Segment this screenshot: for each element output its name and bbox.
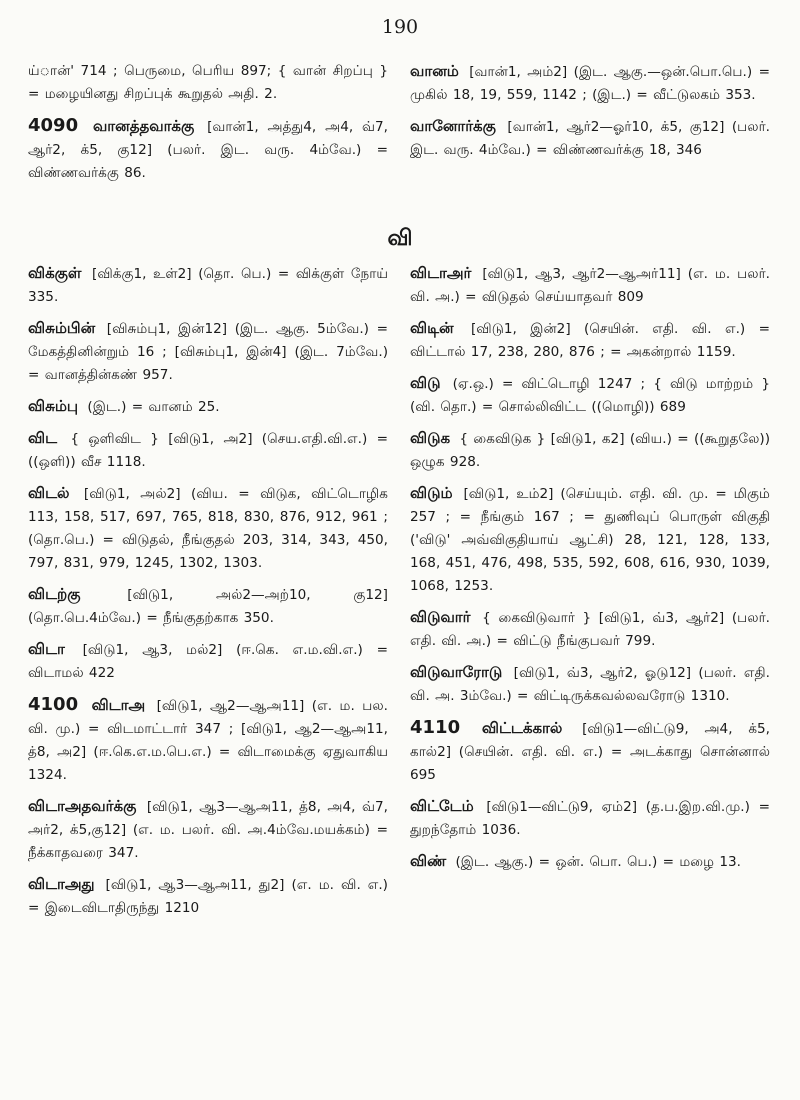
entry-number: 4100 bbox=[28, 694, 79, 715]
headword: விண் bbox=[410, 852, 447, 870]
entry bbox=[410, 850, 770, 874]
entry-text: { கைவிடுக } [விடு1, க2] (விய.) = ((கூறுதலே)) ஒழுக 928. bbox=[410, 431, 770, 470]
headword: விடின் bbox=[410, 319, 454, 337]
entry-text: [விடு1, ஆ2—ஆஅ11] (எ. ம. பல. வி. மு.) = விடமாட்டார் 347 ; [விடு1, ஆ2—ஆஅ11, த்8, அ2] (ஈ.கெ.எ.ம.பெ.எ.) = விடாமைக்கு ஏதுவாகிய 1324. bbox=[28, 698, 389, 783]
entry bbox=[28, 395, 388, 419]
headword: விக்குள் bbox=[28, 264, 82, 282]
headword: விடாஅதவர்க்கு bbox=[28, 797, 137, 815]
entry bbox=[410, 482, 770, 598]
section-title: வி bbox=[387, 226, 413, 251]
entry bbox=[28, 114, 388, 185]
entry bbox=[410, 661, 770, 708]
headword: விடா bbox=[28, 640, 65, 658]
entry-text: [விடு1—விட்டு9, ஏம்2] (த.ப.இற.வி.மு.) = துறந்தோம் 1036. bbox=[410, 799, 770, 838]
headword: விட bbox=[28, 429, 58, 447]
entry bbox=[28, 317, 388, 387]
entry bbox=[28, 795, 388, 865]
entry-text: ய்ான்' 714 ; பெருமை, பெரிய 897; { வான் சிறப்பு } = மழையினது சிறப்புக் கூறுதல் அதி. 2. bbox=[28, 63, 388, 102]
entry-text: [விடு1, உம்2] (செய்யும். எதி. வி. மு. = மிகும் 257 ; = நீங்கும் 167 ; = துணிவுப் பொருள் விகுதி ('விடு' அவ்விகுதியாய் ஆட்சி) 28, 121, 128, 133, 168, 451, 476, 498, 535, 592, 608, 616, 930, 1039, 1068, 1253. bbox=[410, 486, 770, 594]
top-left-column bbox=[28, 60, 388, 193]
entry-text: [விசும்பு1, இன்12] (இட. ஆகு. 5ம்வே.) = மேகத்தினின்றும் 16 ; [விசும்பு1, இன்4] (இட. 7ம்வே.) = வானத்தின்கண் 957. bbox=[28, 321, 388, 383]
entry bbox=[410, 262, 770, 309]
entry-text: (இட.) = வானம் 25. bbox=[87, 399, 220, 415]
entry-text: [விடு1, ஆ3, ஆர்2—ஆஅர்11] (எ. ம. பலர். வி. அ.) = விடுதல் செய்யாதவர் 809 bbox=[410, 266, 770, 305]
entry bbox=[28, 693, 388, 787]
entry-text: { கைவிடுவார் } [விடு1, வ்3, ஆர்2] (பலர். எதி. வி. அ.) = விட்டு நீங்குபவர் 799. bbox=[410, 610, 770, 649]
entry-text: [விடு1—விட்டு9, அ4, க்5, கால்2] (செயின். எதி. வி. எ.) = அடக்காது சொன்னால் 695 bbox=[410, 721, 770, 783]
entry bbox=[410, 795, 770, 842]
entry bbox=[410, 372, 770, 419]
entry bbox=[410, 427, 770, 474]
entry bbox=[28, 482, 388, 575]
headword: விடு bbox=[410, 374, 441, 392]
entry bbox=[28, 262, 388, 309]
entry-text: [வான்1, ஆர்2—ஓர்10, க்5, கு12] (பலர். இட. வரு. 4ம்வே.) = விண்ணவர்க்கு 18, 346 bbox=[410, 119, 770, 158]
headword: விடுவார் bbox=[410, 608, 471, 626]
entry bbox=[28, 583, 388, 630]
entry-text: [விடு1, ஆ3—ஆஅ11, த்8, அ4, வ்7, அர்2, க்5,கு12] (எ. ம. பலர். வி. அ.4ம்வே.மயக்கம்) = நீக்காதவரை 347. bbox=[28, 799, 388, 861]
entry bbox=[410, 317, 770, 364]
headword: விடாஅர் bbox=[410, 264, 472, 282]
entry bbox=[28, 427, 388, 474]
entry bbox=[410, 716, 770, 787]
entry-number: 4110 bbox=[410, 717, 461, 738]
entry-text: (இட. ஆகு.) = ஒன். பொ. பெ.) = மழை 13. bbox=[455, 854, 742, 870]
page-number: 190 bbox=[381, 16, 419, 38]
headword: விடுவாரோடு bbox=[410, 663, 503, 681]
entry-text: [விடு1, வ்3, ஆர்2, ஓடு12] (பலர். எதி. வி. அ. 3ம்வே.) = விட்டிருக்கவல்லவரோடு 1310. bbox=[410, 665, 770, 704]
headword: விடற்கு bbox=[28, 585, 81, 603]
headword: விட்டேம் bbox=[410, 797, 474, 815]
bottom-left-column bbox=[28, 262, 388, 928]
entry bbox=[28, 873, 388, 920]
entry-text: [விடு1, அல்2—அற்10, கு12] (தொ.பெ.4ம்வே.) = நீங்குதற்காக 350. bbox=[28, 587, 388, 626]
entry-text: [விக்கு1, உள்2] (தொ. பெ.) = விக்குள் நோய் 335. bbox=[28, 266, 388, 305]
entry-text: [வான்1, அம்2] (இட. ஆகு.—ஒன்.பொ.பெ.) = முகில் 18, 19, 559, 1142 ; (இட.) = வீட்டுலகம் 353. bbox=[410, 64, 770, 103]
headword: விசும்பு bbox=[28, 397, 79, 415]
headword: வானத்தவாக்கு bbox=[92, 117, 195, 135]
top-right-column bbox=[410, 60, 770, 170]
headword: விட்டக்கால் bbox=[481, 719, 563, 737]
entry-text: [வான்1, அத்து4, அ4, வ்7, ஆர்2, க்5, கு12] (பலர். இட. வரு. 4ம்வே.) = விண்ணவர்க்கு 86. bbox=[28, 119, 388, 181]
entry-text: { ஒளிவிட } [விடு1, அ2] (செய.எதி.வி.எ.) = ((ஒளி)) வீச 1118. bbox=[28, 431, 388, 470]
headword: விடுக bbox=[410, 429, 451, 447]
entry-text: [விடு1, இன்2] (செயின். எதி. வி. எ.) = விட்டால் 17, 238, 280, 876 ; = அகன்றால் 1159. bbox=[410, 321, 771, 360]
entry-text: (ஏ.ஒ.) = விட்டொழி 1247 ; { விடு மாற்றம் } (வி. தொ.) = சொல்லிவிட்ட ((மொழி)) 689 bbox=[410, 376, 770, 415]
entry bbox=[28, 638, 388, 685]
entry bbox=[410, 606, 770, 653]
entry bbox=[28, 60, 388, 106]
entry-text: [விடு1, ஆ3—ஆஅ11, து2] (எ. ம. வி. எ.) = இடைவிடாதிருந்து 1210 bbox=[28, 877, 388, 916]
entry bbox=[410, 115, 770, 162]
headword: வானம் bbox=[410, 62, 459, 80]
entry bbox=[410, 60, 770, 107]
headword: வானோர்க்கு bbox=[410, 117, 496, 135]
bottom-right-column bbox=[410, 262, 770, 882]
entry-text: [விடு1, அல்2] (விய. = விடுக, விட்டொழிக 113, 158, 517, 697, 765, 818, 830, 876, 912, 961 ; (தொ.பெ.) = விடுதல், நீங்குதல் 203, 314, 343, 450, 797, 831, 979, 1245, 1302, 1303. bbox=[28, 486, 388, 571]
headword: விடாஅ bbox=[91, 696, 146, 714]
headword: விடாஅது bbox=[28, 875, 95, 893]
headword: விடல் bbox=[28, 484, 70, 502]
entry-text: [விடு1, ஆ3, மல்2] (ஈ.கெ. எ.ம.வி.எ.) = விடாமல் 422 bbox=[28, 642, 388, 681]
entry-number: 4090 bbox=[28, 115, 79, 136]
headword: விசும்பின் bbox=[28, 319, 96, 337]
headword: விடும் bbox=[410, 484, 453, 502]
